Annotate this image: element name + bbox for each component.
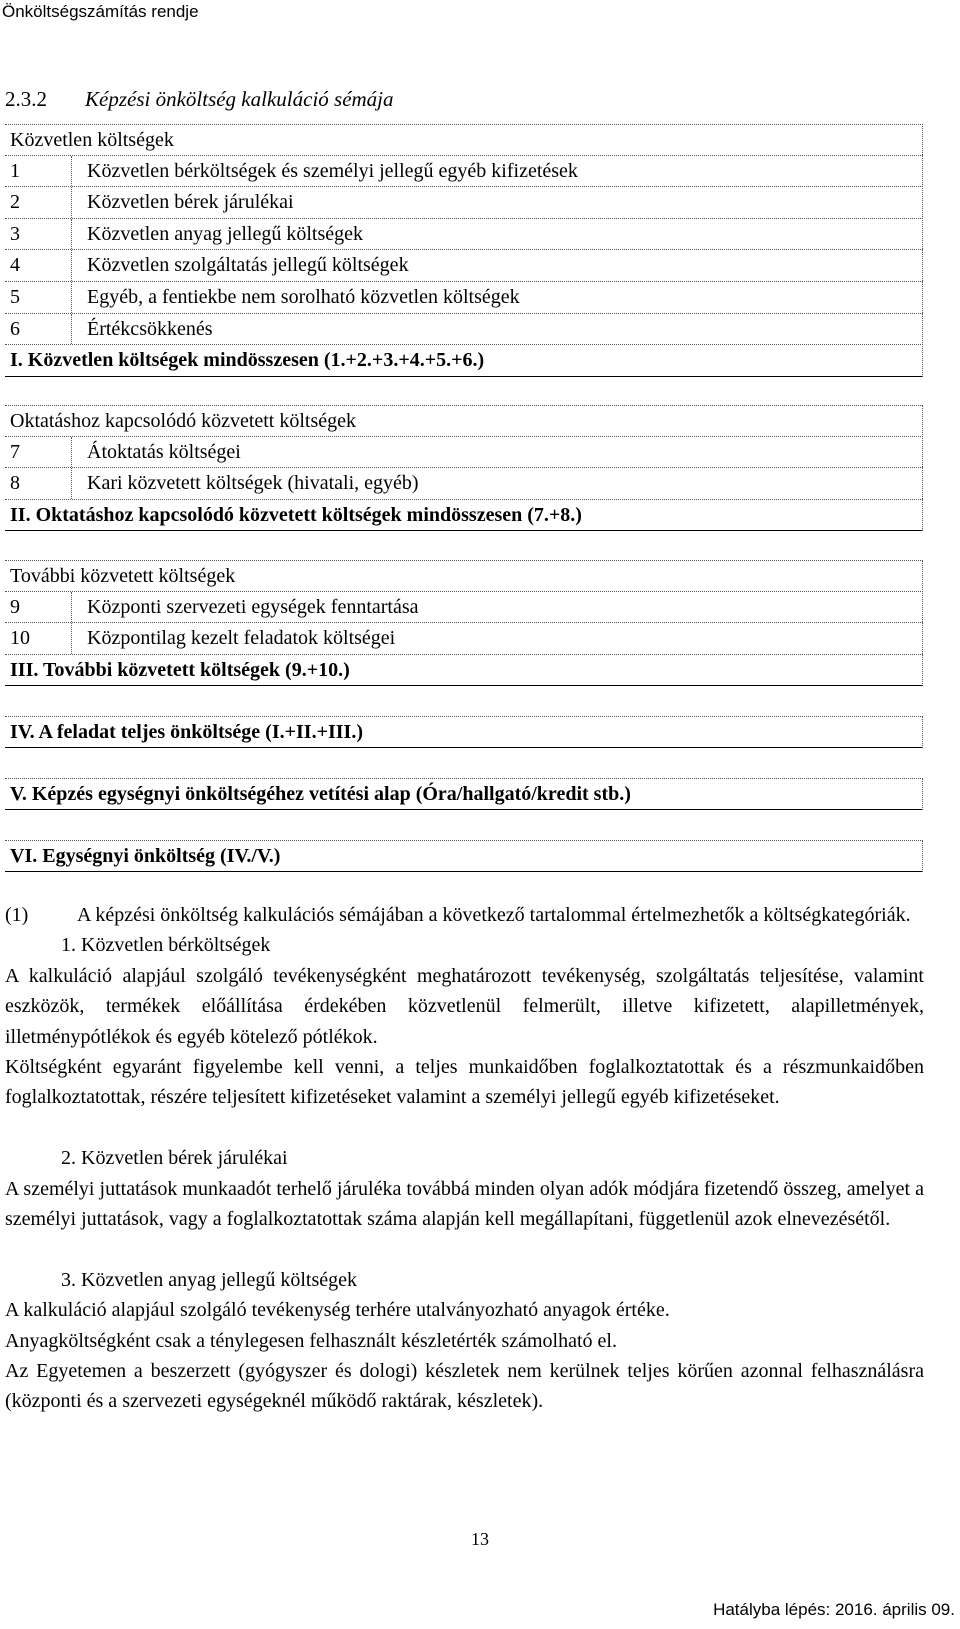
- cost-table-total-iv: [5, 716, 923, 748]
- row-label: Egyéb, a fentiekbe nem sorolható közvetlen költségek: [87, 285, 520, 308]
- footnote-paragraph: [5, 900, 924, 930]
- table-group-heading: Oktatáshoz kapcsolódó közvetett költségek: [5, 405, 923, 437]
- row-number: 7: [10, 440, 20, 463]
- paragraph: Anyagköltségként csak a ténylegesen felhasznált készletérték számolható el.: [5, 1329, 617, 1352]
- subheading-material-costs: 3. Közvetlen anyag jellegű költségek: [61, 1268, 358, 1291]
- section-title: Képzési önköltség kalkuláció sémája: [85, 87, 394, 111]
- row-label: Értékcsökkenés: [87, 317, 213, 340]
- table-row: [5, 468, 923, 500]
- table-group-heading: További közvetett költségek: [5, 560, 923, 592]
- row-label: Központi szervezeti egységek fenntartása: [87, 595, 419, 618]
- table-row: [5, 219, 923, 251]
- paragraph: Költségként egyaránt figyelembe kell venni, a teljes munkaidőben foglalkoztatottak és a részmunkaidőben foglalkoztatottak, részére teljesített kifizetéseket valamint a személyi jellegű egyéb kifizetéseket.: [5, 1056, 924, 1109]
- table-row: [5, 623, 923, 655]
- cost-table-group-further-indirect: [5, 560, 923, 686]
- cost-table-group-direct: [5, 124, 923, 377]
- section-heading: [5, 87, 394, 112]
- document-header-title: Önköltségszámítás rendje: [2, 2, 199, 21]
- paragraph: A személyi juttatások munkaadót terhelő járuléka továbbá minden olyan adók módjára fizetendő összeg, amelyet a személyi juttatások, vagy a foglalkoztatottak száma alapján kell megállapítani, függetlenül azok elnevezésétől.: [5, 1177, 924, 1231]
- row-number: 2: [10, 191, 20, 214]
- table-row: [5, 156, 923, 188]
- row-label: Kari közvetett költségek (hivatali, egyéb): [87, 472, 419, 495]
- table-group-total: II. Oktatáshoz kapcsolódó közvetett költségek mindösszesen (7.+8.): [5, 500, 923, 532]
- table-row: [5, 592, 923, 624]
- row-number: 4: [10, 254, 20, 277]
- row-number: 5: [10, 285, 20, 308]
- paragraph: A kalkuláció alapjául szolgáló tevékenység terhére utalványozható anyagok értéke.: [5, 1299, 670, 1322]
- subheading-wage-contributions: 2. Közvetlen bérek járulékai: [61, 1147, 288, 1170]
- subheading-direct-wages: 1. Közvetlen bérköltségek: [61, 934, 271, 957]
- table-row: [5, 187, 923, 219]
- row-label: Közvetlen anyag jellegű költségek: [87, 222, 364, 245]
- row-label: Központilag kezelt feladatok költségei: [87, 627, 396, 650]
- table-row: [5, 314, 923, 346]
- page-number: 13: [471, 1529, 489, 1549]
- row-number: 10: [10, 627, 30, 650]
- row-number: 1: [10, 159, 20, 182]
- table-group-total: III. További közvetett költségek (9.+10.): [5, 655, 923, 687]
- row-number: 8: [10, 472, 20, 495]
- table-row: [5, 437, 923, 469]
- paragraph: A kalkuláció alapjául szolgáló tevékenységként meghatározott tevékenység, szolgáltatás teljesítése, valamint eszközök, termékek előállítása érdekében közvetlenül felmerült, illetve kifizetett, alapilletmények, illetménypótlékok és egyéb kötelező pótlékok.: [5, 964, 924, 1048]
- paragraph: Az Egyetemen a beszerzett (gyógyszer és dologi) készletek nem kerülnek teljes körűen azonnal felhasználásra (központi és a szervezeti egységeknél működő raktárak, készletek).: [5, 1360, 924, 1413]
- footnote-marker: (1): [5, 904, 29, 926]
- row-label: Közvetlen bérek járulékai: [87, 191, 294, 214]
- row-label: Átoktatás költségei: [87, 440, 241, 463]
- row-number: 3: [10, 222, 20, 245]
- table-total-row: IV. A feladat teljes önköltsége (I.+II.+III.): [5, 716, 923, 748]
- cost-table-total-vi: [5, 840, 923, 872]
- row-number: 6: [10, 317, 20, 340]
- row-label: Közvetlen szolgáltatás jellegű költségek: [87, 254, 409, 277]
- row-number: 9: [10, 595, 20, 618]
- table-row: [5, 250, 923, 282]
- footnote-text: A képzési önköltség kalkulációs sémájában a következő tartalommal értelmezhetők a költségkategóriák.: [77, 904, 911, 926]
- section-number: 2.3.2: [5, 87, 47, 111]
- table-group-heading: Közvetlen költségek: [5, 124, 923, 156]
- footer-effective-date: Hatályba lépés: 2016. április 09.: [713, 1600, 955, 1619]
- table-group-total: I. Közvetlen költségek mindösszesen (1.+2.+3.+4.+5.+6.): [5, 345, 923, 377]
- row-label: Közvetlen bérköltségek és személyi jellegű egyéb kifizetések: [87, 159, 578, 182]
- table-total-row: VI. Egységnyi önköltség (IV./V.): [5, 840, 923, 872]
- cost-table-total-v: [5, 778, 923, 810]
- table-total-row: V. Képzés egységnyi önköltségéhez vetítési alap (Óra/hallgató/kredit stb.): [5, 778, 923, 810]
- table-row: [5, 282, 923, 314]
- cost-table-group-indirect-education: [5, 405, 923, 531]
- explanatory-text: [5, 900, 924, 1417]
